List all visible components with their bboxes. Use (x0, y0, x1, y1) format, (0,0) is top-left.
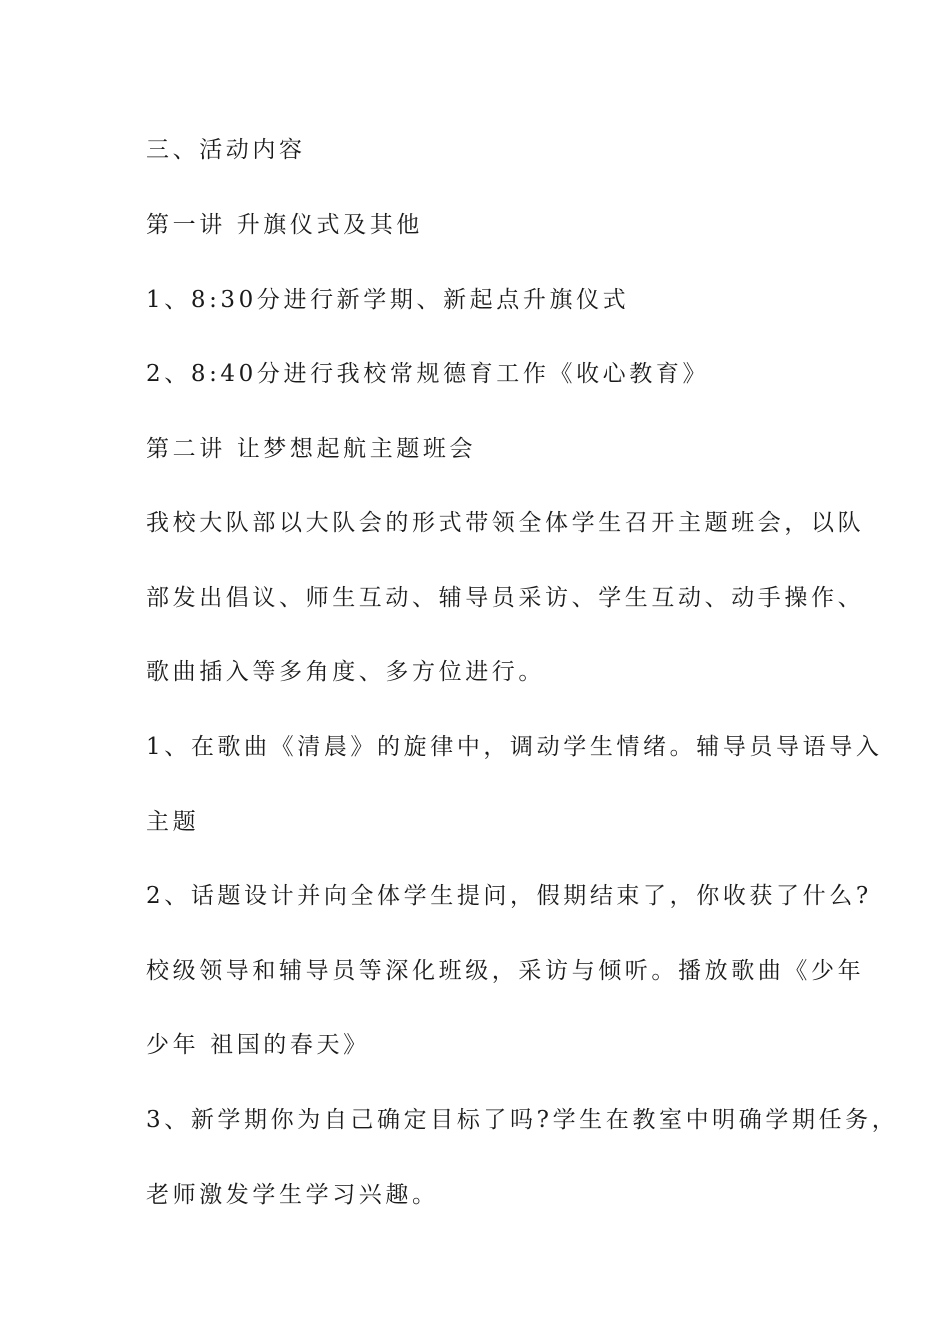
paragraph-line: 校级领导和辅导员等深化班级，采访与倾听。播放歌曲《少年 (146, 958, 865, 984)
paragraph-line: 老师激发学生学习兴趣。 (146, 1182, 439, 1208)
paragraph-line: 我校大队部以大队会的形式带领全体学生召开主题班会，以队 (146, 510, 865, 536)
lecture-two-heading: 第二讲 让梦想起航主题班会 (146, 436, 477, 462)
paragraph-line: 2、话题设计并向全体学生提问，假期结束了，你收获了什么? (146, 883, 872, 909)
paragraph-line: 2、8:40分进行我校常规德育工作《收心教育》 (146, 361, 710, 387)
paragraph-line: 1、8:30分进行新学期、新起点升旗仪式 (146, 287, 630, 313)
paragraph-line: 部发出倡议、师生互动、辅导员采访、学生互动、动手操作、 (146, 585, 865, 611)
paragraph-line: 少年 祖国的春天》 (146, 1032, 370, 1058)
lecture-one-heading: 第一讲 升旗仪式及其他 (146, 212, 423, 238)
paragraph-line: 主题 (146, 809, 200, 835)
paragraph-line: 歌曲插入等多角度、多方位进行。 (146, 659, 545, 685)
section-heading: 三、活动内容 (146, 137, 306, 163)
paragraph-line: 1、在歌曲《清晨》的旋律中，调动学生情绪。辅导员导语导入 (146, 734, 883, 760)
paragraph-line: 3、新学期你为自己确定目标了吗?学生在教室中明确学期任务， (146, 1107, 899, 1133)
